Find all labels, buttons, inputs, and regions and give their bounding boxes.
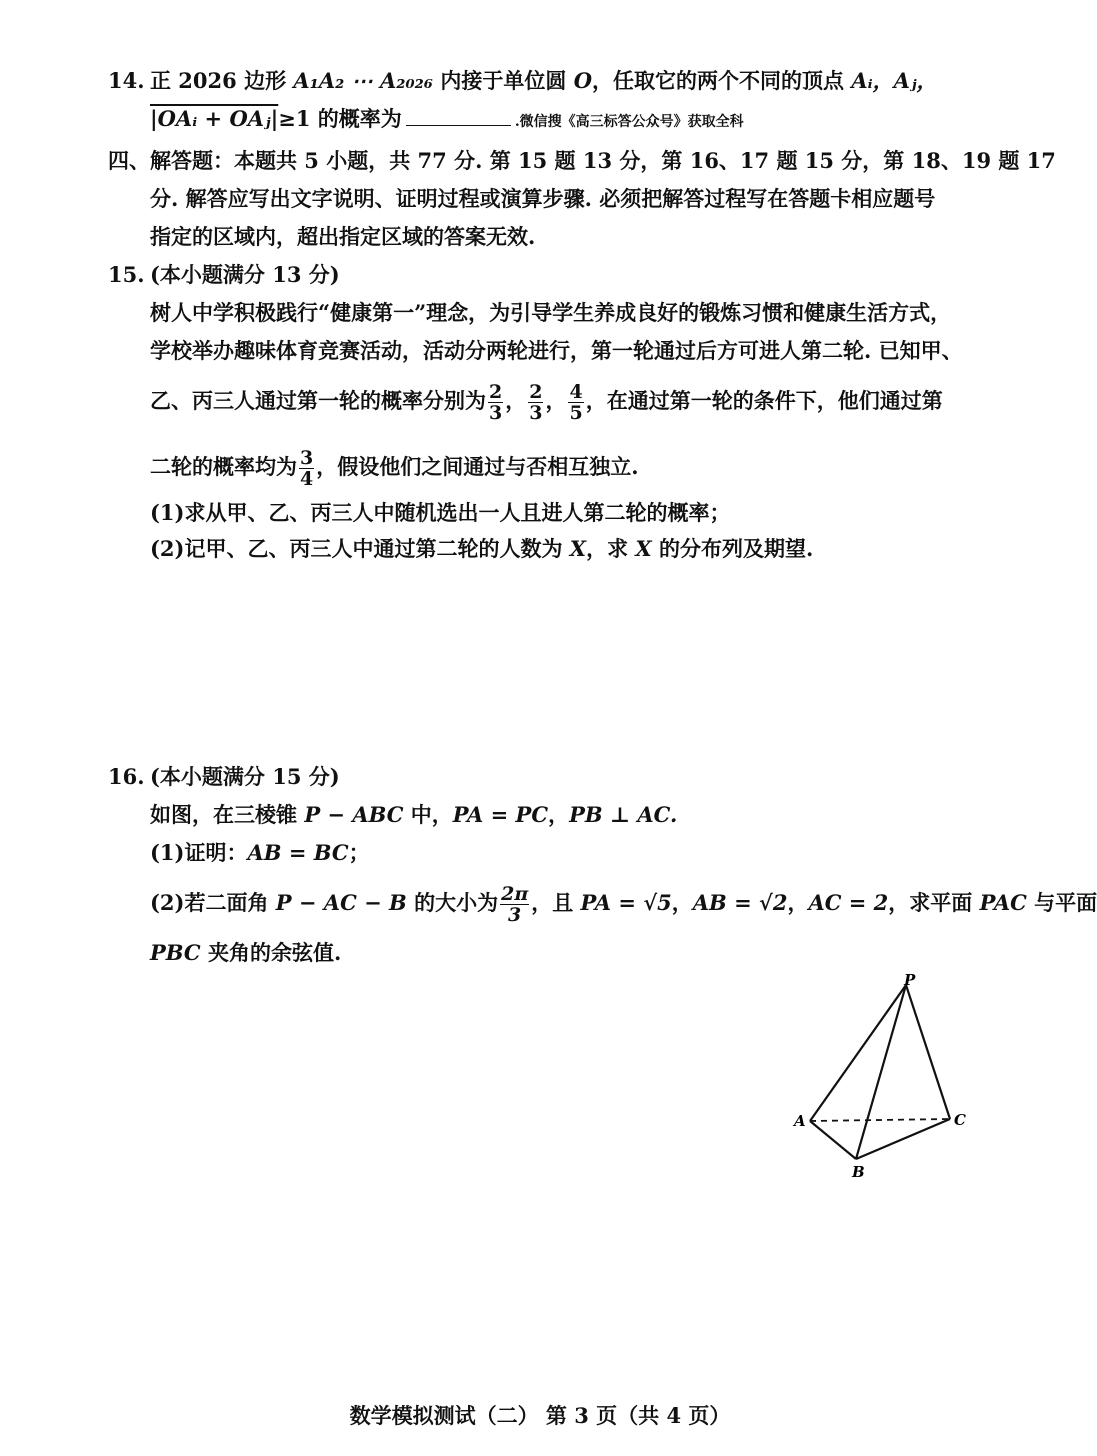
fraction-2pi-3: $\frac{2\pi}{3}$ <box>501 883 529 926</box>
edge-AC-hidden <box>810 1119 950 1121</box>
fraction-2-3-b: $\frac{2}{3}$ <box>529 381 543 424</box>
q14-line2: |OAᵢ + OAⱼ|≥1 的概率为 .微信搜《高三标答公众号》获取全科 <box>150 106 744 131</box>
edge-PB <box>856 985 906 1159</box>
section4-line1: 四、解答题：本题共 5 小题，共 77 分. 第 15 题 13 分，第 16、17 题 15 分，第 18、19 题 17 <box>108 148 1056 173</box>
q14-number: 14. <box>108 68 145 93</box>
edge-BC <box>856 1119 950 1159</box>
edge-AB <box>810 1121 856 1159</box>
q15-number: 15. <box>108 262 145 287</box>
q14-polygon: A₁A₂ ⋯ A₂₀₂₆ <box>293 68 434 93</box>
pyramid-figure <box>780 965 980 1185</box>
q16-sub1: (1)证明：AB = BC； <box>150 840 370 865</box>
label-A: A <box>794 1112 806 1130</box>
q15-sub1: (1)求从甲、乙、丙三人中随机选出一人且进人第二轮的概率； <box>150 500 731 525</box>
q14-line1: 正 2026 边形 A₁A₂ ⋯ A₂₀₂₆ 内接于单位圆 O，任取它的两个不同的顶点 Aᵢ，Aⱼ， <box>150 68 938 93</box>
section4-line3: 指定的区域内，超出指定区域的答案无效. <box>150 224 536 249</box>
q15-sub2: (2)记甲、乙、丙三人中通过第二轮的人数为 X，求 X 的分布列及期望. <box>150 536 814 561</box>
label-C: C <box>954 1111 966 1129</box>
page-footer: 数学模拟测试（二） 第 3 页（共 4 页） <box>349 1403 731 1428</box>
watermark-text: .微信搜《高三标答公众号》获取全科 <box>514 114 744 130</box>
q16-p1: 如图，在三棱锥 P − ABC 中，PA = PC，PB ⊥ AC. <box>150 802 678 827</box>
q15-p3: 乙、丙三人通过第一轮的概率分别为 $\frac{2}{3}$ ， $\frac{2}{3}$ ， $\frac{4}{5}$ ，在通过第一轮的条件下，他们通过第 <box>150 381 943 424</box>
q16-line3: PBC 夹角的余弦值. <box>150 940 342 965</box>
edge-PA <box>810 985 906 1121</box>
q15-p2: 学校举办趣味体育竞赛活动，活动分两轮进行，第一轮通过后方可进人第二轮. 已知甲、 <box>150 338 963 363</box>
section4-line2: 分. 解答应写出文字说明、证明过程或演算步骤. 必须把解答过程写在答题卡相应题号 <box>150 186 936 211</box>
q16-header: (本小题满分 15 分) <box>150 764 340 789</box>
q15-p4: 二轮的概率均为 $\frac{3}{4}$ ，假设他们之间通过与否相互独立. <box>150 447 639 490</box>
label-B: B <box>852 1163 865 1181</box>
fraction-4-5: $\frac{4}{5}$ <box>569 381 583 424</box>
edge-PC <box>906 985 950 1119</box>
fraction-2-3: $\frac{2}{3}$ <box>489 381 503 424</box>
fraction-3-4: $\frac{3}{4}$ <box>300 447 314 490</box>
q16-number: 16. <box>108 764 145 789</box>
q14-vertices: Aᵢ，Aⱼ， <box>851 68 938 93</box>
answer-blank <box>406 105 511 126</box>
label-P: P <box>904 971 916 989</box>
q14-vector-sum: |OAᵢ + OAⱼ| <box>150 106 279 131</box>
q16-sub2: (2)若二面角 P − AC − B 的大小为 $\frac{2\pi}{3}$ ，且 PA = √5，AB = √2，AC = 2，求平面 PAC 与平面 <box>150 883 1097 926</box>
q15-p1: 树人中学积极践行“健康第一”理念，为引导学生养成良好的锻炼习惯和健康生活方式， <box>150 300 952 325</box>
q15-header: (本小题满分 13 分) <box>150 262 340 287</box>
